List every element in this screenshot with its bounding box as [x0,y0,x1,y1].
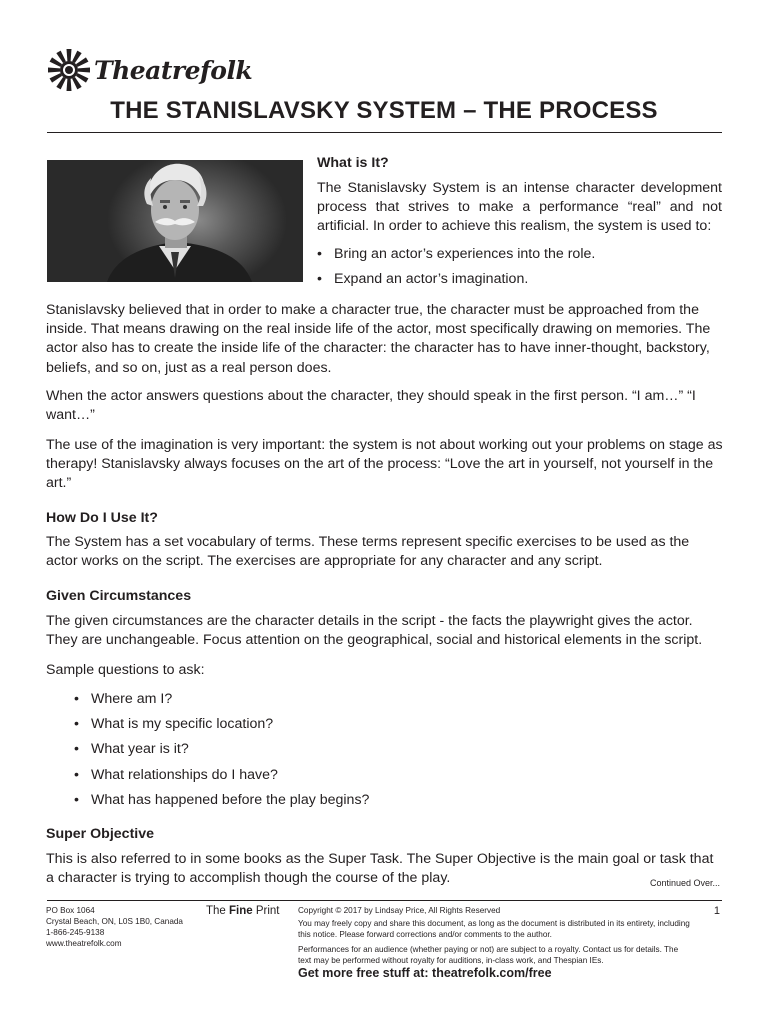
list-item: • Where am I? [74,690,574,709]
list-item: • What is my specific location? [74,715,574,734]
phone-number: 1-866-245-9138 [46,928,105,937]
fine-print-label: The Fine Print [206,905,280,917]
list-item: • What has happened before the play begins? [74,791,574,810]
sun-logo-icon [47,48,91,92]
footer-address [46,905,206,949]
brand-logo [47,48,252,92]
copyright-text: Copyright © 2017 by Lindsay Price, All Rights Reserved [298,906,501,915]
page-title: THE STANISLAVSKY SYSTEM – THE PROCESS [110,97,658,124]
sample-questions-list [74,690,574,816]
list-item: • What relationships do I have? [74,766,574,785]
address-line: PO Box 1064 [46,906,95,915]
free-stuff-link[interactable]: Get more free stuff at: theatrefolk.com/free [298,966,552,980]
given-circumstances-paragraph: The given circumstances are the character details in the script - the facts the playwright gives the actor. They are unchangeable. Focus attention on the geographical, social and historical elements in the script. [46,613,703,649]
body-paragraph: Stanislavsky believed that in order to make a character true, the character must be approached from the inside. That means drawing on the real inside life of the actor, most specifically drawing on memories. The actor also has to create the inside life of the character: the character has to have inner-thought, backstory, beliefs, and so on, just as a real person does. [46,302,711,376]
body-paragraph: When the actor answers questions about the character, they should speak in the first person. “I am…” “I want…” [46,388,696,424]
heading-given-circumstances: Given Circumstances [46,588,192,604]
how-do-i-use-it-paragraph: The System has a set vocabulary of terms. These terms represent specific exercises to be used as the actor works on the script. The exercises are appropriate for any character and any script. [46,534,690,570]
title-divider [47,132,722,133]
list-item: • Bring an actor’s experiences into the role. [317,245,722,264]
share-notice: You may freely copy and share this document, as long as the document is distributed in its entirety, including this notice. Please forward corrections and/or comments to the author. [298,919,690,939]
portrait-illustration [47,160,303,282]
heading-how-do-i-use-it: How Do I Use It? [46,510,158,526]
heading-super-objective: Super Objective [46,826,155,842]
address-line: Crystal Beach, ON, L0S 1B0, Canada [46,917,183,926]
continued-over-note: Continued Over... [649,878,720,888]
footer-divider [47,900,722,901]
what-is-it-paragraph: The Stanislavsky System is an intense character development process that strives to make a performance “real” and not artificial. In order to achieve this realism, the system is used to: [317,180,722,235]
page-number: 1 [713,905,720,917]
footer-legal [298,905,690,966]
list-item: • Expand an actor’s imagination. [317,270,722,289]
sample-questions-intro: Sample questions to ask: [46,662,205,678]
list-item: • What year is it? [74,740,574,759]
super-objective-paragraph: This is also referred to in some books as the Super Task. The Super Objective is the main goal or task that a character is trying to accomplish though the course of the play. [46,851,714,887]
stanislavsky-portrait-photo [47,160,303,282]
heading-what-is-it: What is It? [317,155,389,171]
body-paragraph: The use of the imagination is very important: the system is not about working out your problems on stage as therapy! Stanislavsky always focuses on the art of the process: “Love the art in yourself, not yourself in the art.” [46,437,723,492]
what-is-it-bullet-list [317,245,722,295]
performance-notice: Performances for an audience (whether paying or not) are subject to a royalty. Contact us for details. The text may be performed without royalty for auditions, in-class work, and Thespian IEs. [298,945,679,965]
website-link[interactable]: www.theatrefolk.com [46,939,122,948]
brand-name: Theatrefolk [94,55,253,85]
